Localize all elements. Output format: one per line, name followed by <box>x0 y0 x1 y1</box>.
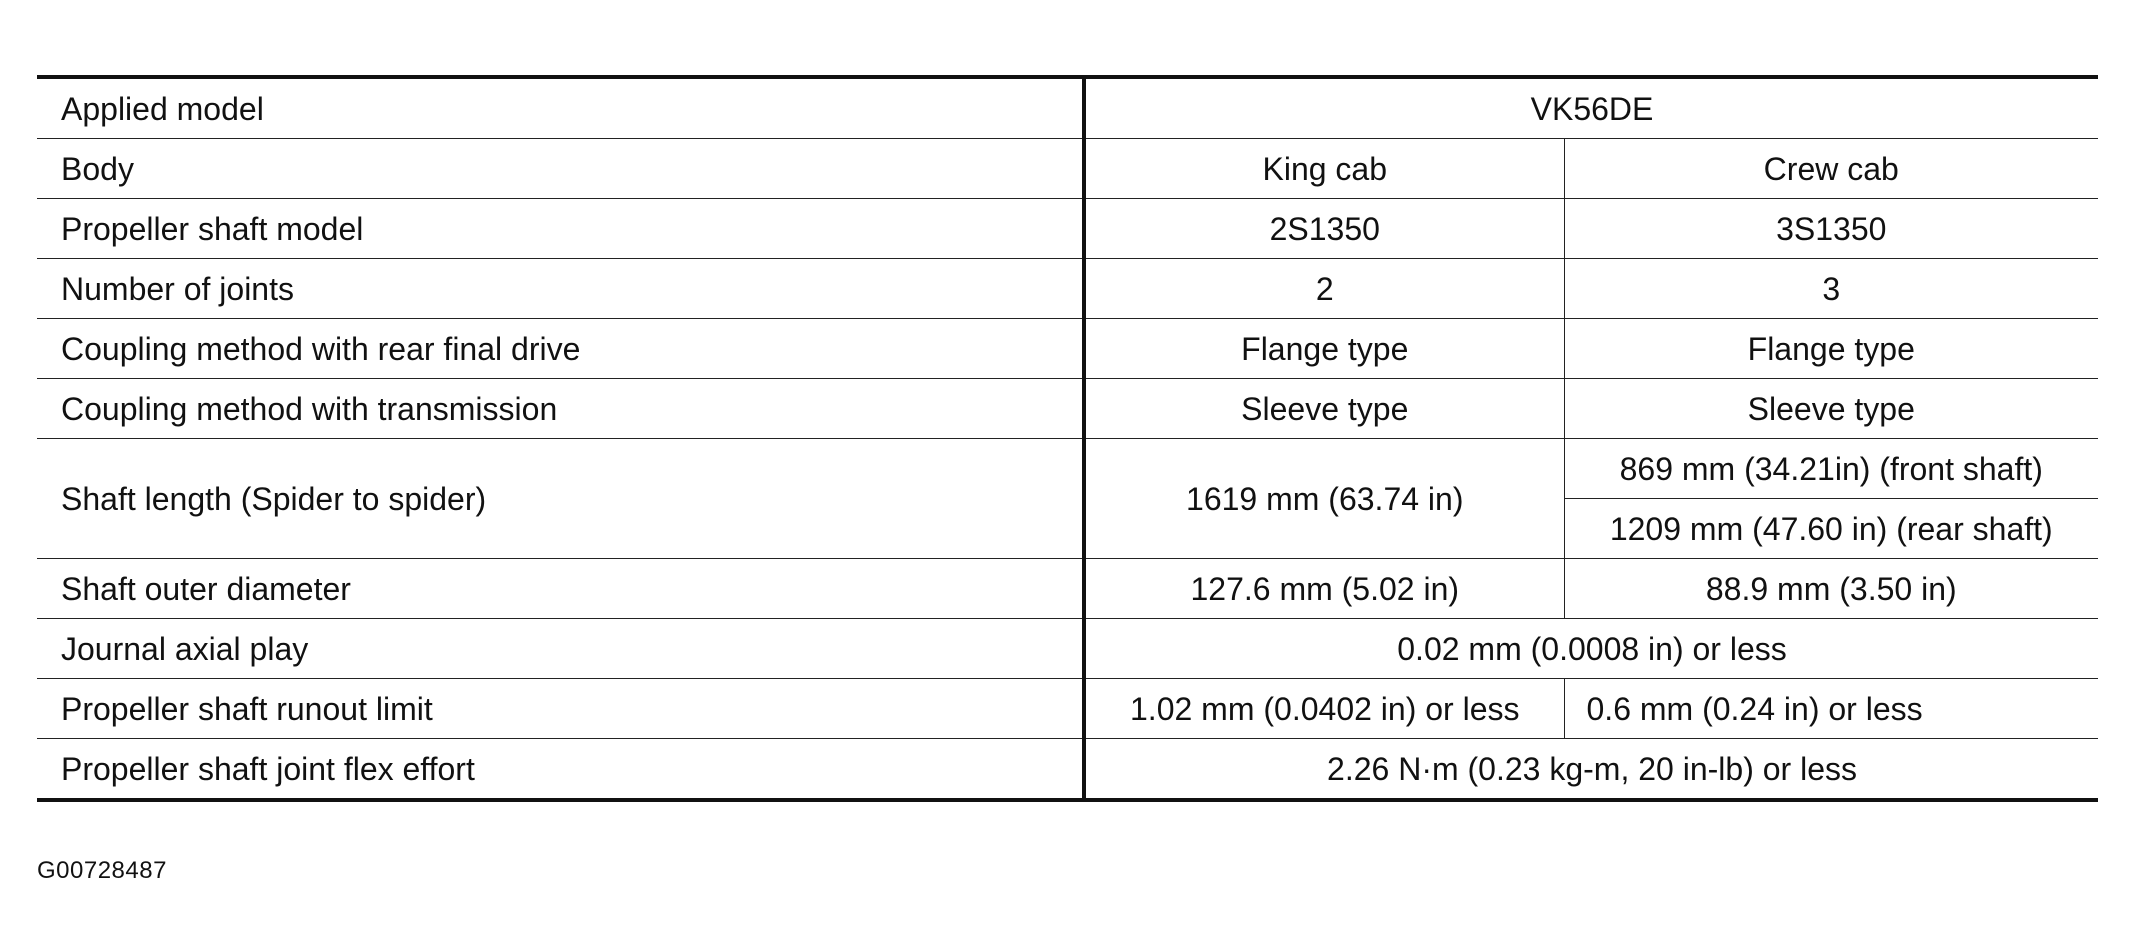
row-label-shaft-model: Propeller shaft model <box>37 199 1084 259</box>
shaft-length-crew-rear: 1209 mm (47.60 in) (rear shaft) <box>1564 499 2098 559</box>
table-row <box>37 77 2098 139</box>
shaft-model-king: 2S1350 <box>1084 199 1564 259</box>
row-label-axial-play: Journal axial play <box>37 619 1084 679</box>
row-label-flex-effort: Propeller shaft joint flex effort <box>37 739 1084 801</box>
axial-play-value: 0.02 mm (0.0008 in) or less <box>1084 619 2098 679</box>
table-row <box>37 319 2098 379</box>
row-label-shaft-length: Shaft length (Spider to spider) <box>37 439 1084 559</box>
table-row <box>37 559 2098 619</box>
coupling-trans-crew: Sleeve type <box>1564 379 2098 439</box>
shaft-length-king: 1619 mm (63.74 in) <box>1084 439 1564 559</box>
table-row <box>37 259 2098 319</box>
coupling-rear-king: Flange type <box>1084 319 1564 379</box>
table-row <box>37 379 2098 439</box>
row-label-coupling-trans: Coupling method with transmission <box>37 379 1084 439</box>
runout-king: 1.02 mm (0.0402 in) or less <box>1084 679 1564 739</box>
table-row <box>37 739 2098 801</box>
flex-effort-value: 2.26 N·m (0.23 kg-m, 20 in-lb) or less <box>1327 750 1857 787</box>
table-row <box>37 679 2098 739</box>
outer-diameter-crew: 88.9 mm (3.50 in) <box>1564 559 2098 619</box>
body-crew-cab: Crew cab <box>1564 139 2098 199</box>
table-row <box>37 199 2098 259</box>
applied-model-value: VK56DE <box>1084 77 2098 139</box>
table-row <box>37 619 2098 679</box>
coupling-rear-crew: Flange type <box>1564 319 2098 379</box>
coupling-trans-king: Sleeve type <box>1084 379 1564 439</box>
figure-id: G00728487 <box>37 857 167 884</box>
row-label-coupling-rear: Coupling method with rear final drive <box>37 319 1084 379</box>
row-label-outer-diameter: Shaft outer diameter <box>37 559 1084 619</box>
table-row <box>37 439 2098 499</box>
joints-crew: 3 <box>1564 259 2098 319</box>
shaft-length-crew-front: 869 mm (34.21in) (front shaft) <box>1564 439 2098 499</box>
row-label-joints: Number of joints <box>37 259 1084 319</box>
row-label-runout: Propeller shaft runout limit <box>37 679 1084 739</box>
row-label-applied-model: Applied model <box>37 77 1084 139</box>
table-row <box>37 139 2098 199</box>
propeller-shaft-spec-table <box>37 75 2098 802</box>
row-label-body: Body <box>37 139 1084 199</box>
shaft-model-crew: 3S1350 <box>1564 199 2098 259</box>
joints-king: 2 <box>1084 259 1564 319</box>
runout-crew: 0.6 mm (0.24 in) or less <box>1564 679 2098 739</box>
body-king-cab: King cab <box>1084 139 1564 199</box>
outer-diameter-king: 127.6 mm (5.02 in) <box>1084 559 1564 619</box>
